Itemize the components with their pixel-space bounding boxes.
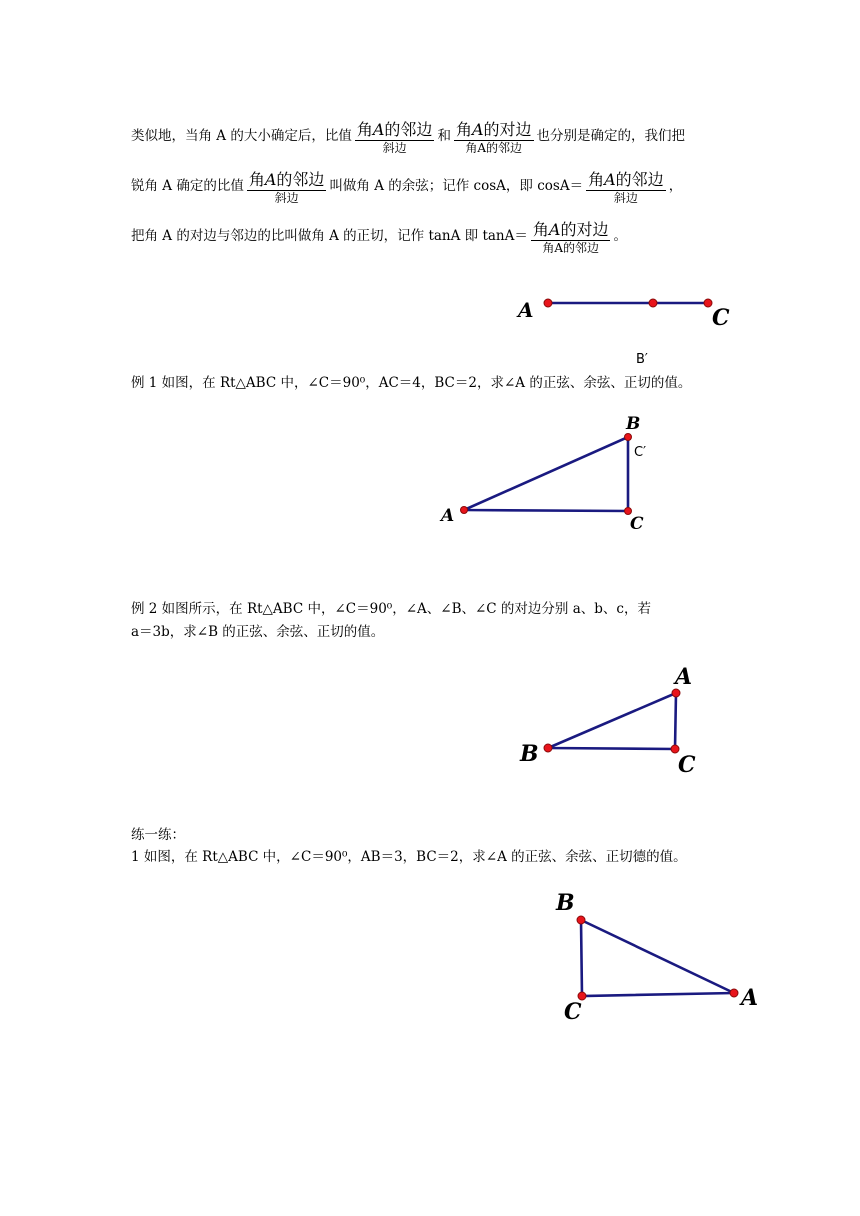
fraction-tan-definition: $\frac{\text{角A的对边}}{\text{角A的邻边}}$ bbox=[532, 220, 609, 253]
point-a bbox=[461, 507, 468, 514]
point-a bbox=[730, 989, 738, 997]
label-c: C bbox=[564, 999, 582, 1025]
figure-triangle-example-1 bbox=[436, 410, 666, 540]
intro-line-1 bbox=[131, 120, 685, 153]
practice-question-1: 1 如图，在 Rt△ABC 中，∠C＝90⁰，AB＝3，BC＝2，求∠A 的正弦、余弦、正切德的值。 bbox=[131, 849, 687, 865]
label-a: A bbox=[441, 506, 455, 526]
intro-line-3-post: 。 bbox=[613, 228, 627, 244]
intro-line-3-pre: 把角 A 的对边与邻边的比叫做角 A 的正切，记作 tanA 即 tanA＝ bbox=[131, 228, 528, 244]
point-c bbox=[704, 299, 712, 307]
fraction-adjacent-over-hypotenuse: $\frac{\text{角A的邻边}}{\text{斜边}}$ bbox=[356, 120, 433, 153]
label-c-prime: C′ bbox=[634, 445, 647, 460]
label-c: C bbox=[712, 305, 730, 331]
intro-line-2-mid: 叫做角 A 的余弦；记作 cosA，即 cosA＝ bbox=[329, 178, 584, 194]
point-b bbox=[577, 916, 585, 924]
intro-line-2 bbox=[131, 170, 682, 203]
label-c: C bbox=[630, 514, 644, 534]
figure-triangle-example-2 bbox=[510, 660, 710, 780]
point-a bbox=[544, 299, 552, 307]
fraction-adjacent-over-hypotenuse-2: $\frac{\text{角A的邻边}}{\text{斜边}}$ bbox=[248, 170, 325, 203]
point-b bbox=[544, 744, 552, 752]
triangle-abc bbox=[581, 920, 734, 996]
figure-triangle-practice-1 bbox=[550, 890, 770, 1030]
intro-line-2-pre: 锐角 A 确定的比值 bbox=[131, 178, 244, 194]
triangle-abc bbox=[548, 693, 676, 749]
label-b: B bbox=[520, 741, 539, 767]
intro-line-2-post: ， bbox=[668, 178, 683, 194]
intro-line-1-post: 也分别是确定的，我们把 bbox=[536, 128, 686, 144]
intro-line-1-pre: 类似地，当角 A 的大小确定后，比值 bbox=[131, 128, 352, 144]
fraction-cos-definition: $\frac{\text{角A的邻边}}{\text{斜边}}$ bbox=[588, 170, 664, 203]
label-b: B bbox=[556, 890, 575, 916]
figure-segment-ac bbox=[510, 285, 740, 335]
label-b-prime: B′ bbox=[636, 352, 648, 367]
example-2-line-1: 例 2 如图所示，在 Rt△ABC 中，∠C＝90⁰，∠A、∠B、∠C 的对边分别 a、b、c，若 bbox=[131, 601, 651, 617]
label-a: A bbox=[518, 298, 534, 322]
practice-heading: 练一练： bbox=[131, 827, 185, 843]
example-2-line-2: a＝3b，求∠B 的正弦、余弦、正切的值。 bbox=[131, 624, 385, 640]
label-a: A bbox=[741, 985, 759, 1011]
point-mid bbox=[649, 299, 657, 307]
point-a bbox=[672, 689, 680, 697]
example-1-text: 例 1 如图，在 Rt△ABC 中，∠C＝90⁰，AC＝4，BC＝2，求∠A 的正弦、余弦、正切的值。 bbox=[131, 375, 692, 391]
point-b bbox=[625, 434, 632, 441]
label-b: B bbox=[626, 414, 641, 434]
label-a: A bbox=[675, 664, 693, 690]
intro-line-3 bbox=[131, 220, 627, 253]
label-c: C bbox=[678, 752, 696, 778]
intro-line-1-mid: 和 bbox=[437, 128, 451, 144]
triangle-abc bbox=[464, 437, 628, 511]
fraction-opposite-over-adjacent: $\frac{\text{角A的对边}}{\text{角A的邻边}}$ bbox=[455, 120, 532, 153]
